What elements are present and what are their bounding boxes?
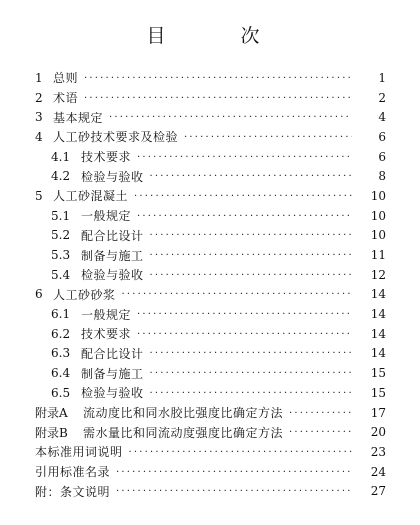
- toc-entry-3[interactable]: [0, 107, 420, 127]
- toc-entry-6-1[interactable]: [0, 304, 420, 324]
- entry-page: 10: [370, 208, 386, 223]
- entry-page: 10: [370, 228, 386, 243]
- entry-label: 引用标准名录: [35, 465, 111, 480]
- entry-label: 检验与验收: [81, 386, 144, 401]
- entry-label: 人工砂砂浆: [53, 287, 116, 302]
- entry-number: 4.1: [51, 149, 71, 164]
- entry-number: 6: [35, 287, 43, 302]
- dot-leader: [150, 348, 352, 360]
- dot-leader: [84, 93, 352, 105]
- dot-leader: [116, 486, 352, 498]
- dot-leader: [150, 270, 352, 282]
- dot-leader: [289, 408, 352, 420]
- entry-label: 制备与施工: [81, 366, 144, 381]
- entry-label: 一般规定: [81, 307, 132, 322]
- toc-entry-6[interactable]: [0, 285, 420, 305]
- dot-leader: [150, 388, 352, 400]
- toc-entry-2[interactable]: [0, 88, 420, 108]
- dot-leader: [109, 112, 352, 124]
- entry-page: 2: [378, 90, 386, 105]
- toc-entry-appendix-b[interactable]: [0, 422, 420, 442]
- entry-number: 附录B: [35, 425, 68, 440]
- toc-entry-clause-explanation[interactable]: [0, 481, 420, 501]
- entry-number: 6.2: [51, 326, 71, 341]
- toc-entry-appendix-a[interactable]: [0, 403, 420, 423]
- dot-leader: [184, 132, 352, 144]
- entry-label: 流动度比和同水胶比强度比确定方法: [83, 406, 284, 421]
- toc-entry-6-4[interactable]: [0, 363, 420, 383]
- entry-number: 6.1: [51, 307, 71, 322]
- entry-label: 术语: [53, 91, 79, 106]
- toc-entry-5-2[interactable]: [0, 226, 420, 246]
- entry-page: 1: [378, 70, 386, 85]
- entry-number: 6.5: [51, 385, 71, 400]
- entry-page: 14: [370, 287, 386, 302]
- entry-page: 14: [370, 346, 386, 361]
- entry-number: 4: [35, 129, 43, 144]
- dot-leader: [137, 152, 352, 164]
- entry-page: 24: [370, 464, 386, 479]
- entry-label: 技术要求: [81, 327, 132, 342]
- entry-number: 5.1: [51, 208, 71, 223]
- toc-entry-5[interactable]: [0, 186, 420, 206]
- dot-leader: [137, 329, 352, 341]
- dot-leader: [137, 309, 352, 321]
- dot-leader: [116, 467, 352, 479]
- entry-label: 人工砂技术要求及检验: [53, 130, 179, 145]
- entry-number: 2: [35, 90, 43, 105]
- entry-number: 3: [35, 110, 43, 125]
- entry-page: 23: [370, 444, 386, 459]
- entry-number: 附录A: [35, 406, 68, 421]
- entry-number: 5: [35, 188, 43, 203]
- entry-label: 制备与施工: [81, 248, 144, 263]
- entry-page: 15: [370, 366, 386, 381]
- entry-page: 10: [370, 188, 386, 203]
- entry-label: 总则: [53, 71, 79, 86]
- dot-leader: [137, 211, 352, 223]
- entry-label: 本标准用词说明: [35, 445, 123, 460]
- entry-number: 6.3: [51, 346, 71, 361]
- entry-number: 5.3: [51, 248, 71, 263]
- dot-leader: [129, 447, 352, 459]
- toc-entry-5-3[interactable]: [0, 245, 420, 265]
- entry-page: 4: [378, 110, 386, 125]
- entry-number: 1: [35, 70, 43, 85]
- entry-label: 技术要求: [81, 150, 132, 165]
- toc-entry-5-1[interactable]: [0, 206, 420, 226]
- page-title: 目 次: [146, 25, 288, 47]
- toc-entry-4-2[interactable]: [0, 166, 420, 186]
- entry-label: 附：条文说明: [35, 484, 111, 499]
- entry-label: 人工砂混凝土: [53, 189, 129, 204]
- entry-label: 配合比设计: [81, 346, 144, 361]
- entry-label: 配合比设计: [81, 228, 144, 243]
- entry-page: 12: [370, 267, 386, 282]
- toc-entry-4-1[interactable]: [0, 147, 420, 167]
- table-of-contents: [0, 68, 420, 501]
- entry-page: 6: [378, 149, 386, 164]
- toc-entry-6-5[interactable]: [0, 383, 420, 403]
- entry-label: 需水量比和同流动度强度比确定方法: [83, 425, 284, 440]
- entry-page: 14: [370, 326, 386, 341]
- dot-leader: [150, 171, 352, 183]
- entry-page: 17: [370, 405, 386, 420]
- toc-entry-6-2[interactable]: [0, 324, 420, 344]
- entry-number: 4.2: [51, 169, 71, 184]
- entry-number: 6.4: [51, 366, 71, 381]
- toc-entry-5-4[interactable]: [0, 265, 420, 285]
- dot-leader: [150, 230, 352, 242]
- entry-page: 6: [378, 129, 386, 144]
- dot-leader: [134, 191, 352, 203]
- entry-label: 检验与验收: [81, 169, 144, 184]
- dot-leader: [289, 427, 352, 439]
- toc-entry-1[interactable]: [0, 68, 420, 88]
- dot-leader: [150, 250, 352, 262]
- dot-leader: [122, 289, 352, 301]
- toc-entry-wording-explanation[interactable]: [0, 442, 420, 462]
- entry-label: 基本规定: [53, 110, 104, 125]
- entry-page: 27: [370, 484, 386, 499]
- entry-page: 8: [378, 169, 386, 184]
- entry-number: 5.4: [51, 267, 71, 282]
- toc-entry-6-3[interactable]: [0, 344, 420, 364]
- entry-page: 20: [370, 425, 386, 440]
- entry-number: 5.2: [51, 228, 71, 243]
- entry-page: 15: [370, 385, 386, 400]
- entry-page: 14: [370, 307, 386, 322]
- entry-label: 检验与验收: [81, 268, 144, 283]
- entry-page: 11: [370, 248, 386, 263]
- dot-leader: [150, 368, 352, 380]
- toc-entry-4[interactable]: [0, 127, 420, 147]
- dot-leader: [84, 73, 352, 85]
- entry-label: 一般规定: [81, 209, 132, 224]
- toc-entry-referenced-standards[interactable]: [0, 462, 420, 482]
